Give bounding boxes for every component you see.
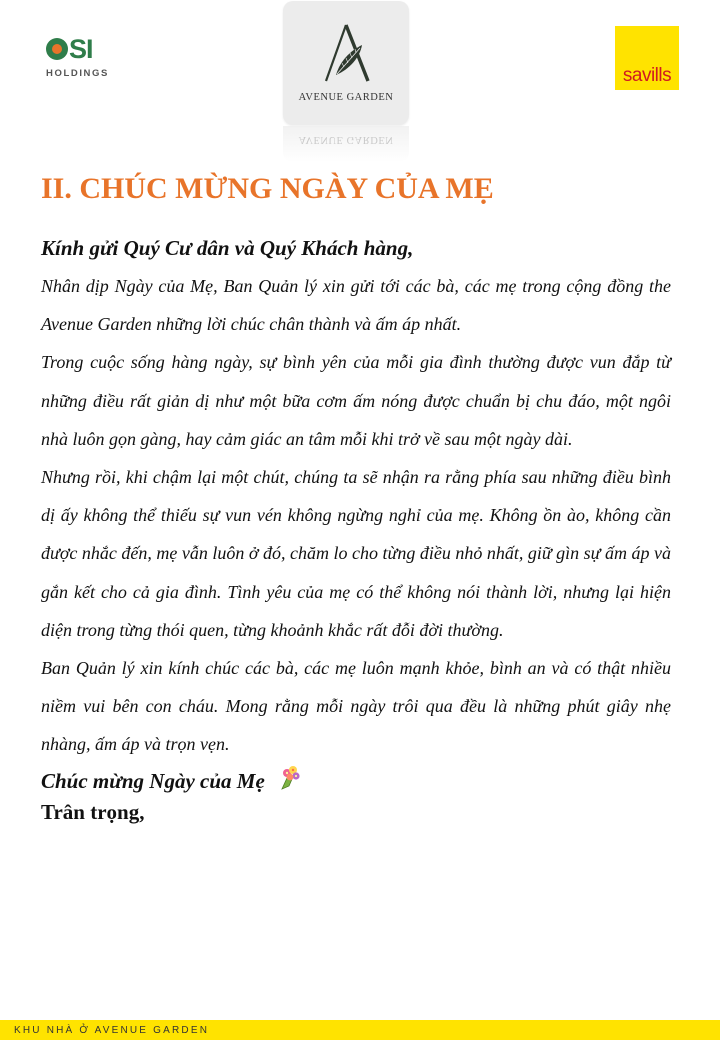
letter-greeting: Kính gửi Quý Cư dân và Quý Khách hàng, xyxy=(41,236,414,260)
letter-closing xyxy=(41,764,671,798)
avenue-logo-reflection-text: AVENUE GARDEN xyxy=(298,134,394,145)
avenue-garden-logo xyxy=(283,1,409,125)
osi-holdings-logo xyxy=(46,34,126,84)
letter-paragraph-2: Trong cuộc sống hàng ngày, sự bình yên của mỗi gia đình thường được vun đắp từ những điều rất giản dị như một bữa cơm ấm nóng được chuẩn bị chu đáo, một ngôi nhà luôn gọn gàng, hay cảm giác an tâm mỗi khi trở về sau một ngày dài. xyxy=(41,352,671,449)
letter-paragraph-4: Ban Quản lý xin kính chúc các bà, các mẹ luôn mạnh khỏe, bình an và có thật nhiều niềm vui bên con cháu. Mong rằng mỗi ngày trôi qua đều là những phút giây nhẹ nhàng, ấm áp và trọn vẹn. xyxy=(41,658,671,755)
letter-signoff: Trân trọng, xyxy=(41,799,145,824)
section-title: II. CHÚC MỪNG NGÀY CỦA MẸ xyxy=(41,172,494,205)
savills-logo-text: savills xyxy=(622,65,672,86)
footer-bar xyxy=(0,1020,720,1040)
avenue-logo-reflection xyxy=(283,126,409,162)
letter-body xyxy=(41,229,671,826)
bouquet-icon xyxy=(277,764,303,798)
avenue-a-leaf-icon xyxy=(316,23,376,85)
osi-wordmark xyxy=(46,34,126,64)
osi-logo-main: SI xyxy=(69,34,93,64)
letter-closing-text: Chúc mừng Ngày của Mẹ xyxy=(41,768,265,793)
footer-text: KHU NHÀ Ở AVENUE GARDEN xyxy=(14,1024,210,1036)
osi-logo-sub: HOLDINGS xyxy=(46,68,109,79)
letter-paragraph-3: Nhưng rồi, khi chậm lại một chút, chúng ta sẽ nhận ra rằng phía sau những điều bình dị ấy không thể thiếu sự vun vén không ngừng nghỉ của mẹ. Không ồn ào, không cần được nhắc đến, mẹ vẫn luôn ở đó, chăm lo cho từng điều nhỏ nhất, giữ gìn sự ấm áp và gắn kết cho cả gia đình. Tình yêu của mẹ có thể không nói thành lời, nhưng lại hiện diện trong từng thói quen, từng khoảnh khắc rất đỗi đời thường. xyxy=(41,467,671,640)
savills-logo xyxy=(615,26,679,90)
avenue-garden-logo-text: AVENUE GARDEN xyxy=(298,92,394,103)
osi-o-mark-icon xyxy=(46,38,68,60)
letter-paragraph-1: Nhân dịp Ngày của Mẹ, Ban Quản lý xin gửi tới các bà, các mẹ trong cộng đồng the Avenue Garden những lời chúc chân thành và ấm áp nhất. xyxy=(41,276,671,335)
